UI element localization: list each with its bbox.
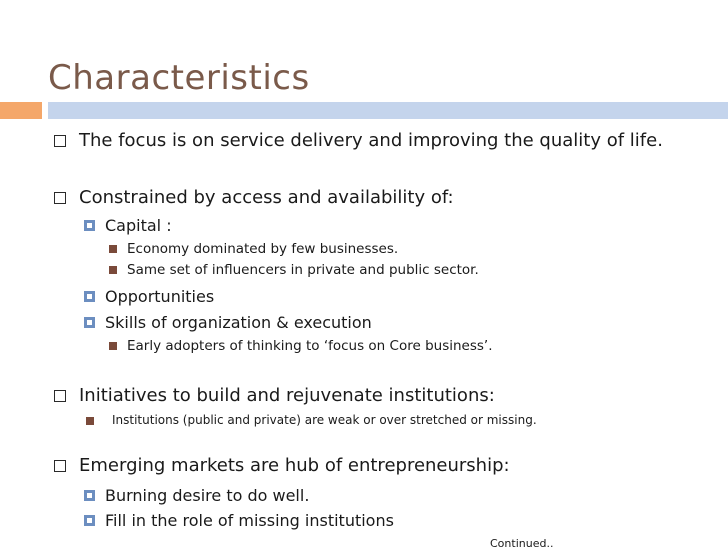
title-underline-accent bbox=[0, 102, 42, 119]
hollow-square-bullet-icon bbox=[54, 192, 66, 204]
boxed-square-bullet-icon bbox=[84, 291, 95, 302]
hollow-square-bullet-icon bbox=[54, 135, 66, 147]
bullet-text: Burning desire to do well. bbox=[105, 486, 310, 505]
bullet-constrained bbox=[54, 187, 454, 208]
bullet-text: Same set of influencers in private and public sector. bbox=[127, 262, 479, 278]
solid-square-bullet-icon bbox=[109, 245, 117, 253]
sub-bullet-burning-desire bbox=[84, 486, 309, 505]
sub-sub-bullet-influencers bbox=[109, 262, 479, 278]
sub-bullet-institutions bbox=[86, 413, 537, 427]
slide-title: Characteristics bbox=[48, 58, 310, 98]
boxed-square-bullet-icon bbox=[84, 220, 95, 231]
bullet-text: Capital : bbox=[105, 216, 172, 235]
bullet-text: Initiatives to build and rejuvenate institutions: bbox=[79, 385, 495, 406]
bullet-text: Opportunities bbox=[105, 287, 215, 306]
bullet-initiatives bbox=[54, 385, 495, 406]
bullet-text: Emerging markets are hub of entrepreneurship: bbox=[79, 455, 510, 476]
bullet-text: Early adopters of thinking to ‘focus on Core business’. bbox=[127, 338, 493, 354]
continued-note: Continued.. bbox=[490, 537, 554, 550]
solid-square-bullet-icon bbox=[109, 342, 117, 350]
title-underline-bar bbox=[48, 102, 728, 119]
sub-bullet-capital bbox=[84, 216, 172, 235]
bullet-text: Institutions (public and private) are weak or over stretched or missing. bbox=[112, 413, 537, 427]
hollow-square-bullet-icon bbox=[54, 460, 66, 472]
bullet-text: Constrained by access and availability of: bbox=[79, 187, 454, 208]
bullet-service-delivery bbox=[54, 130, 663, 151]
sub-sub-bullet-economy bbox=[109, 241, 398, 257]
sub-bullet-fill-role bbox=[84, 511, 394, 530]
bullet-text: Economy dominated by few businesses. bbox=[127, 241, 399, 257]
boxed-square-bullet-icon bbox=[84, 490, 95, 501]
bullet-text: The focus is on service delivery and improving the quality of life. bbox=[79, 130, 663, 151]
bullet-emerging-markets bbox=[54, 455, 510, 476]
boxed-square-bullet-icon bbox=[84, 515, 95, 526]
boxed-square-bullet-icon bbox=[84, 317, 95, 328]
hollow-square-bullet-icon bbox=[54, 390, 66, 402]
bullet-text: Fill in the role of missing institutions bbox=[105, 511, 394, 530]
sub-bullet-opportunities bbox=[84, 287, 214, 306]
sub-bullet-skills bbox=[84, 313, 372, 332]
solid-square-bullet-icon bbox=[86, 417, 94, 425]
sub-sub-bullet-early-adopters bbox=[109, 338, 493, 354]
bullet-text: Skills of organization & execution bbox=[105, 313, 372, 332]
solid-square-bullet-icon bbox=[109, 266, 117, 274]
